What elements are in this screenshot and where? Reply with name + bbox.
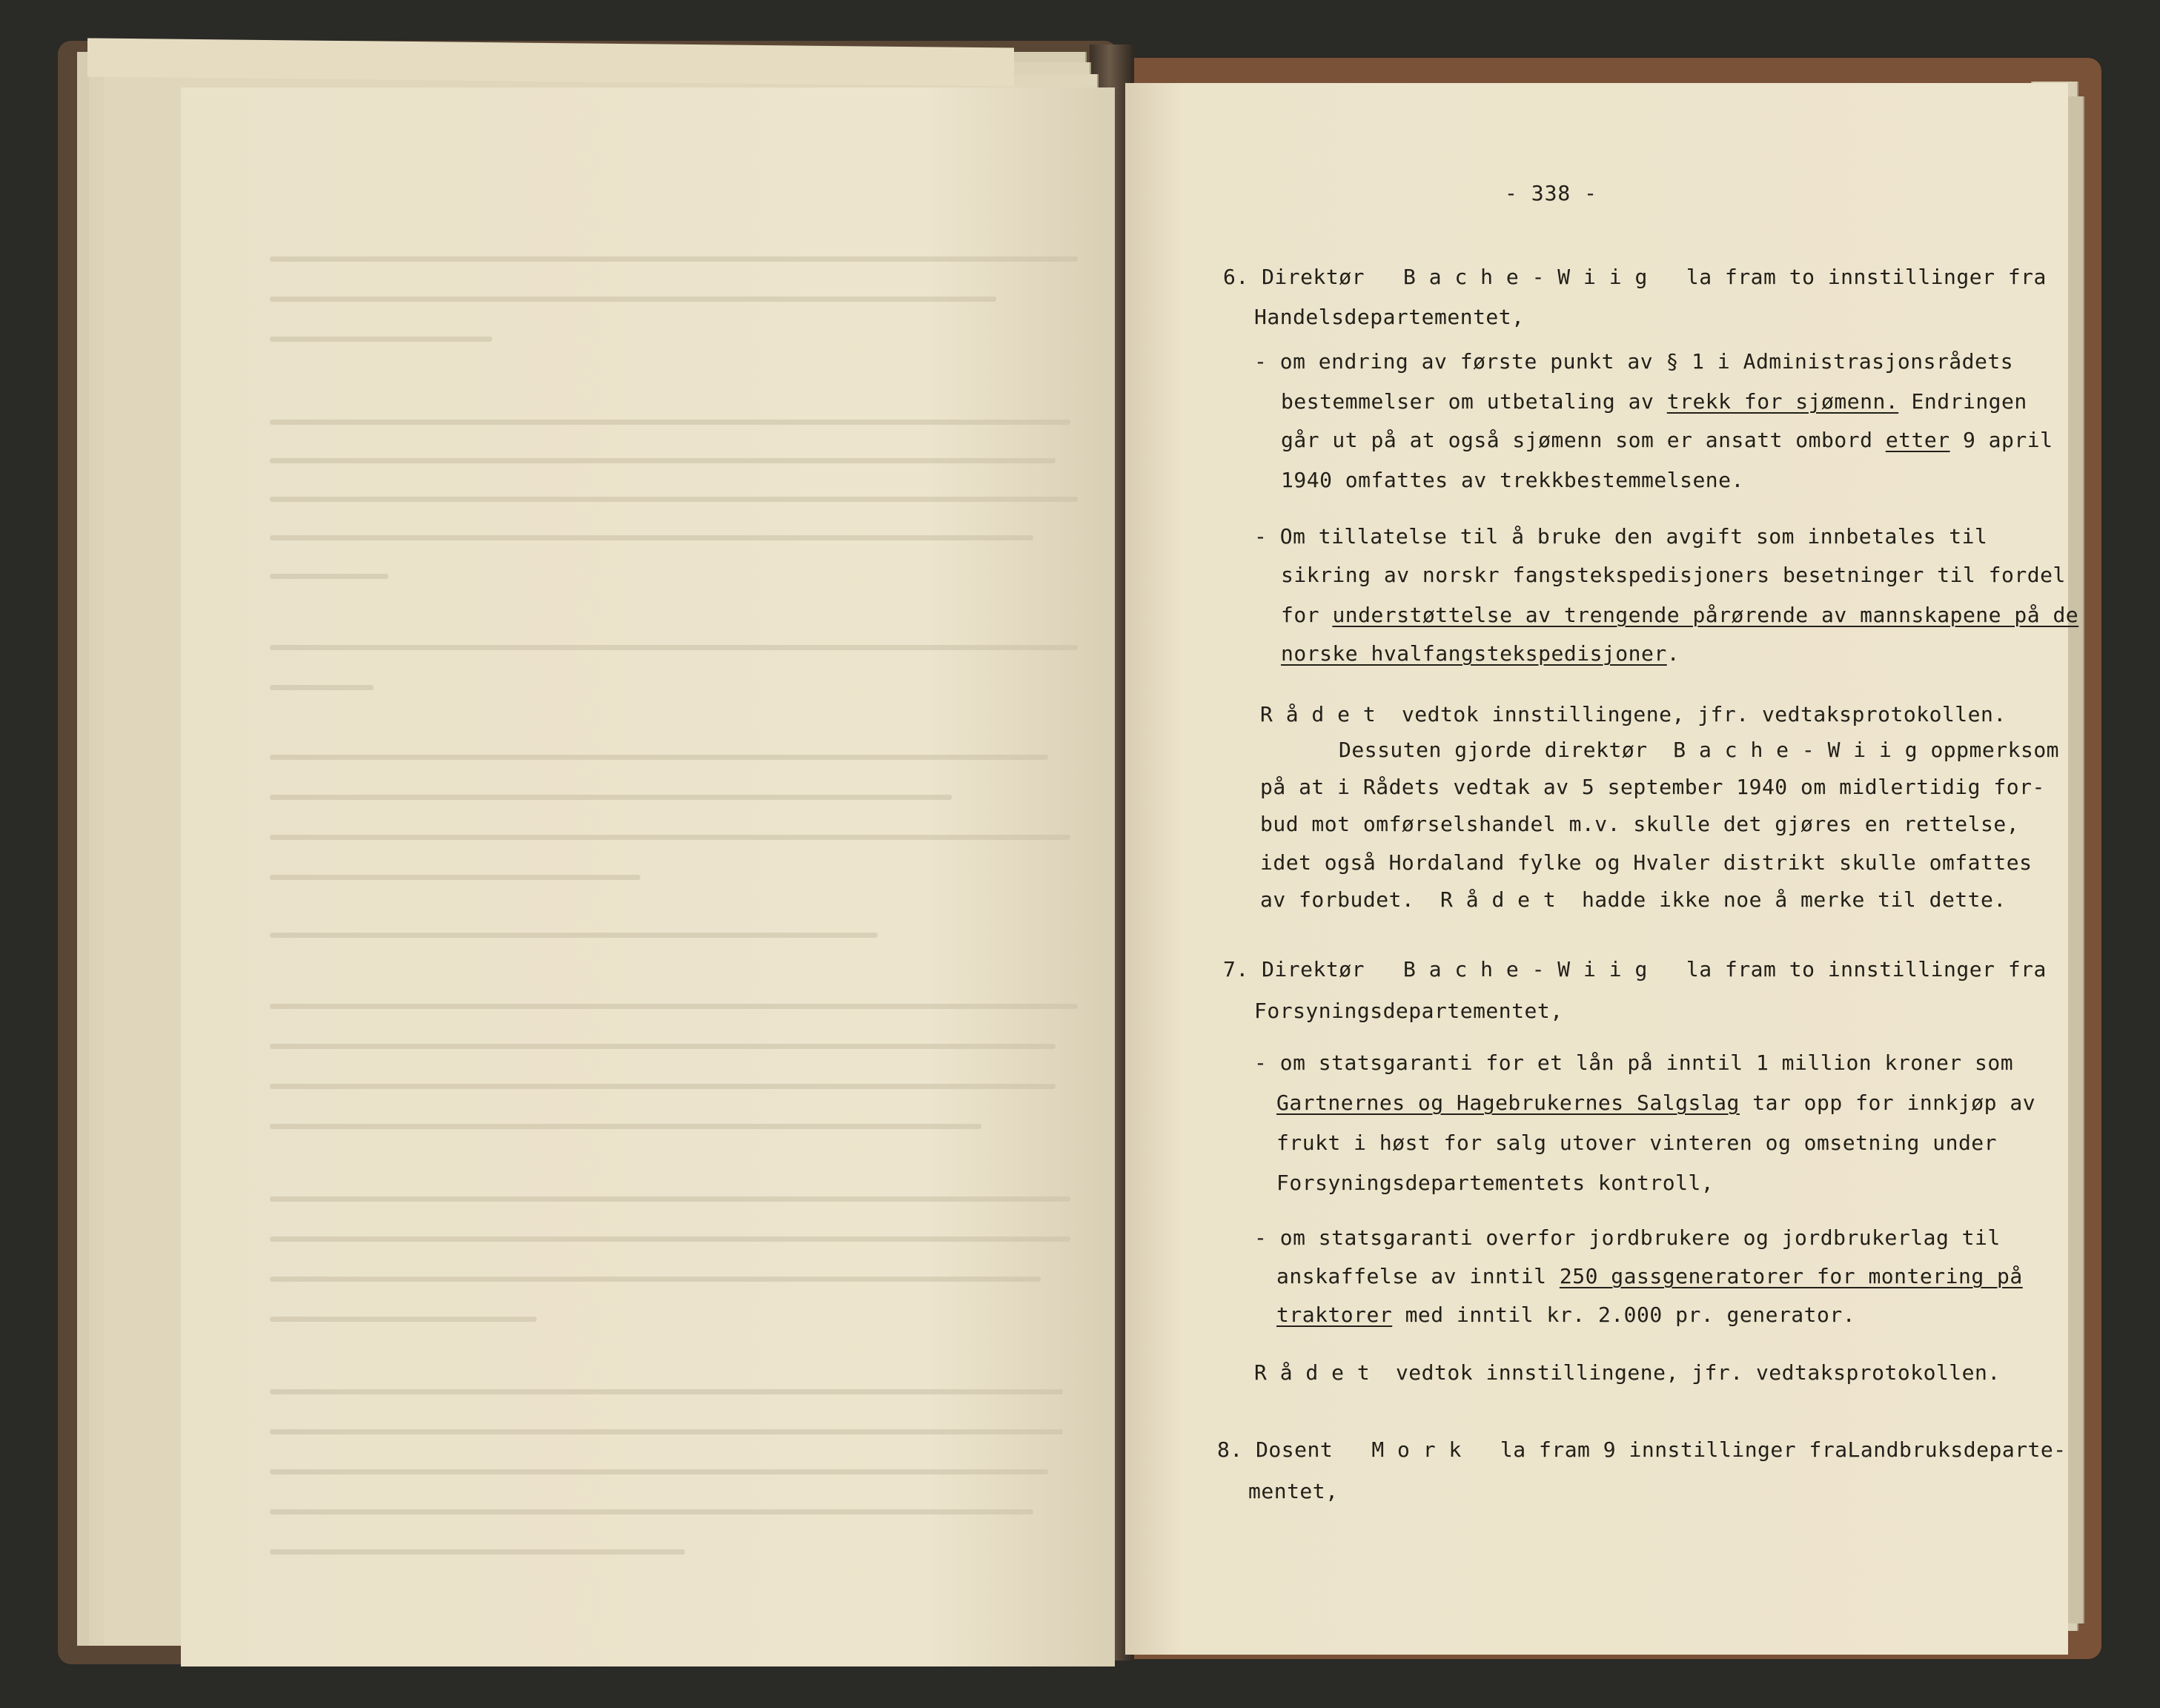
item-7-bullet-2-line-2: anskaffelse av inntil 250 gassgeneratorer for montering på bbox=[1276, 1264, 2023, 1288]
faded-text-line bbox=[270, 574, 388, 579]
faded-text-line bbox=[270, 1277, 1041, 1282]
item-8-heading: 8. Dosent M o r k la fram 9 innstillinger fraLandbruksdeparte- bbox=[1217, 1437, 2067, 1462]
item-6-bullet-2-line-3: for understøttelse av trengende pårørende av mannskapene på de bbox=[1281, 603, 2079, 627]
faded-text-line bbox=[270, 497, 1078, 502]
faded-text-line bbox=[270, 755, 1048, 760]
faded-text-line bbox=[270, 685, 374, 690]
faded-text-line bbox=[270, 297, 996, 302]
faded-text-line bbox=[270, 337, 492, 342]
faded-text-line bbox=[270, 933, 878, 938]
item-6-bullet-1-line-3: går ut på at også sjømenn som er ansatt ombord etter 9 april bbox=[1281, 428, 2053, 452]
item-6-para-line-1: Dessuten gjorde direktør B a c h e - W i i g oppmerksom bbox=[1339, 738, 2060, 762]
faded-text-line bbox=[270, 1196, 1070, 1202]
faded-text-line bbox=[270, 1044, 1056, 1049]
faded-text-line bbox=[270, 535, 1033, 540]
left-page bbox=[181, 87, 1115, 1666]
faded-text-line bbox=[270, 1509, 1033, 1515]
item-6-bullet-1-line-1: - om endring av første punkt av § 1 i Administrasjonsrådets bbox=[1254, 349, 2014, 374]
item-7-bullet-1-line-3: frukt i høst for salg utover vinteren og omsetning under bbox=[1276, 1131, 1998, 1155]
item-7-bullet-1-line-4: Forsyningsdepartementets kontroll, bbox=[1276, 1171, 1715, 1195]
faded-text-line bbox=[270, 795, 952, 800]
faded-text-line bbox=[270, 420, 1070, 425]
item-6-bullet-1-line-2: bestemmelser om utbetaling av trekk for sjømenn. Endringen bbox=[1281, 389, 2027, 414]
item-6-bullet-1-line-4: 1940 omfattes av trekkbestemmelsene. bbox=[1281, 468, 1744, 492]
item-6-para-line-3: bud mot omførselshandel m.v. skulle det gjøres en rettelse, bbox=[1260, 812, 2020, 836]
item-6-resolution: R å d e t vedtok innstillingene, jfr. vedtaksprotokollen. bbox=[1260, 702, 2007, 726]
faded-text-line bbox=[270, 256, 1078, 262]
item-8-continuation: mentet, bbox=[1248, 1479, 1339, 1503]
item-6-bullet-2-line-4: norske hvalfangstekspedisjoner. bbox=[1281, 641, 1680, 666]
item-6-para-line-4: idet også Hordaland fylke og Hvaler distrikt skulle omfattes bbox=[1260, 850, 2033, 875]
page-number: - 338 - bbox=[1505, 181, 1598, 205]
item-6-bullet-2-line-2: sikring av norskr fangstekspedisjoners besetninger til fordel bbox=[1281, 563, 2066, 587]
item-7-heading: 7. Direktør B a c h e - W i i g la fram to innstillinger fra bbox=[1223, 957, 2047, 982]
faded-text-line bbox=[270, 1237, 1070, 1242]
item-6-bullet-2-line-1: - Om tillatelse til å bruke den avgift som innbetales til bbox=[1254, 524, 1988, 549]
item-7-resolution: R å d e t vedtok innstillingene, jfr. vedtaksprotokollen. bbox=[1254, 1360, 2001, 1385]
item-7-bullet-2-line-3: traktorer med inntil kr. 2.000 pr. generator. bbox=[1276, 1302, 1856, 1327]
faded-text-line bbox=[270, 1469, 1048, 1474]
item-6-heading: 6. Direktør B a c h e - W i i g la fram to innstillinger fra bbox=[1223, 265, 2047, 289]
faded-text-line bbox=[270, 1084, 1056, 1089]
faded-text-line bbox=[270, 1317, 537, 1322]
item-6-para-line-2: på at i Rådets vedtak av 5 september 1940 om midlertidig for- bbox=[1260, 775, 2045, 799]
item-7-bullet-1-line-1: - om statsgaranti for et lån på inntil 1 million kroner som bbox=[1254, 1050, 2014, 1075]
item-6-para-line-5: av forbudet. R å d e t hadde ikke noe å merke til dette. bbox=[1260, 887, 2007, 912]
item-6-department: Handelsdepartementet, bbox=[1254, 305, 1525, 329]
faded-text-line bbox=[270, 1429, 1063, 1434]
item-7-bullet-2-line-1: - om statsgaranti overfor jordbrukere og jordbrukerlag til bbox=[1254, 1225, 2001, 1250]
faded-text-line bbox=[270, 1124, 981, 1129]
faded-text-line bbox=[270, 1389, 1063, 1394]
faded-text-line bbox=[270, 835, 1070, 840]
faded-text-line bbox=[270, 458, 1056, 463]
item-7-bullet-1-line-2: Gartnernes og Hagebrukernes Salgslag tar opp for innkjøp av bbox=[1276, 1090, 2036, 1115]
item-7-department: Forsyningsdepartementet, bbox=[1254, 999, 1563, 1023]
faded-text-line bbox=[270, 1004, 1078, 1009]
faded-text-line bbox=[270, 875, 640, 880]
faded-text-line bbox=[270, 1549, 685, 1555]
faded-text-line bbox=[270, 645, 1078, 650]
